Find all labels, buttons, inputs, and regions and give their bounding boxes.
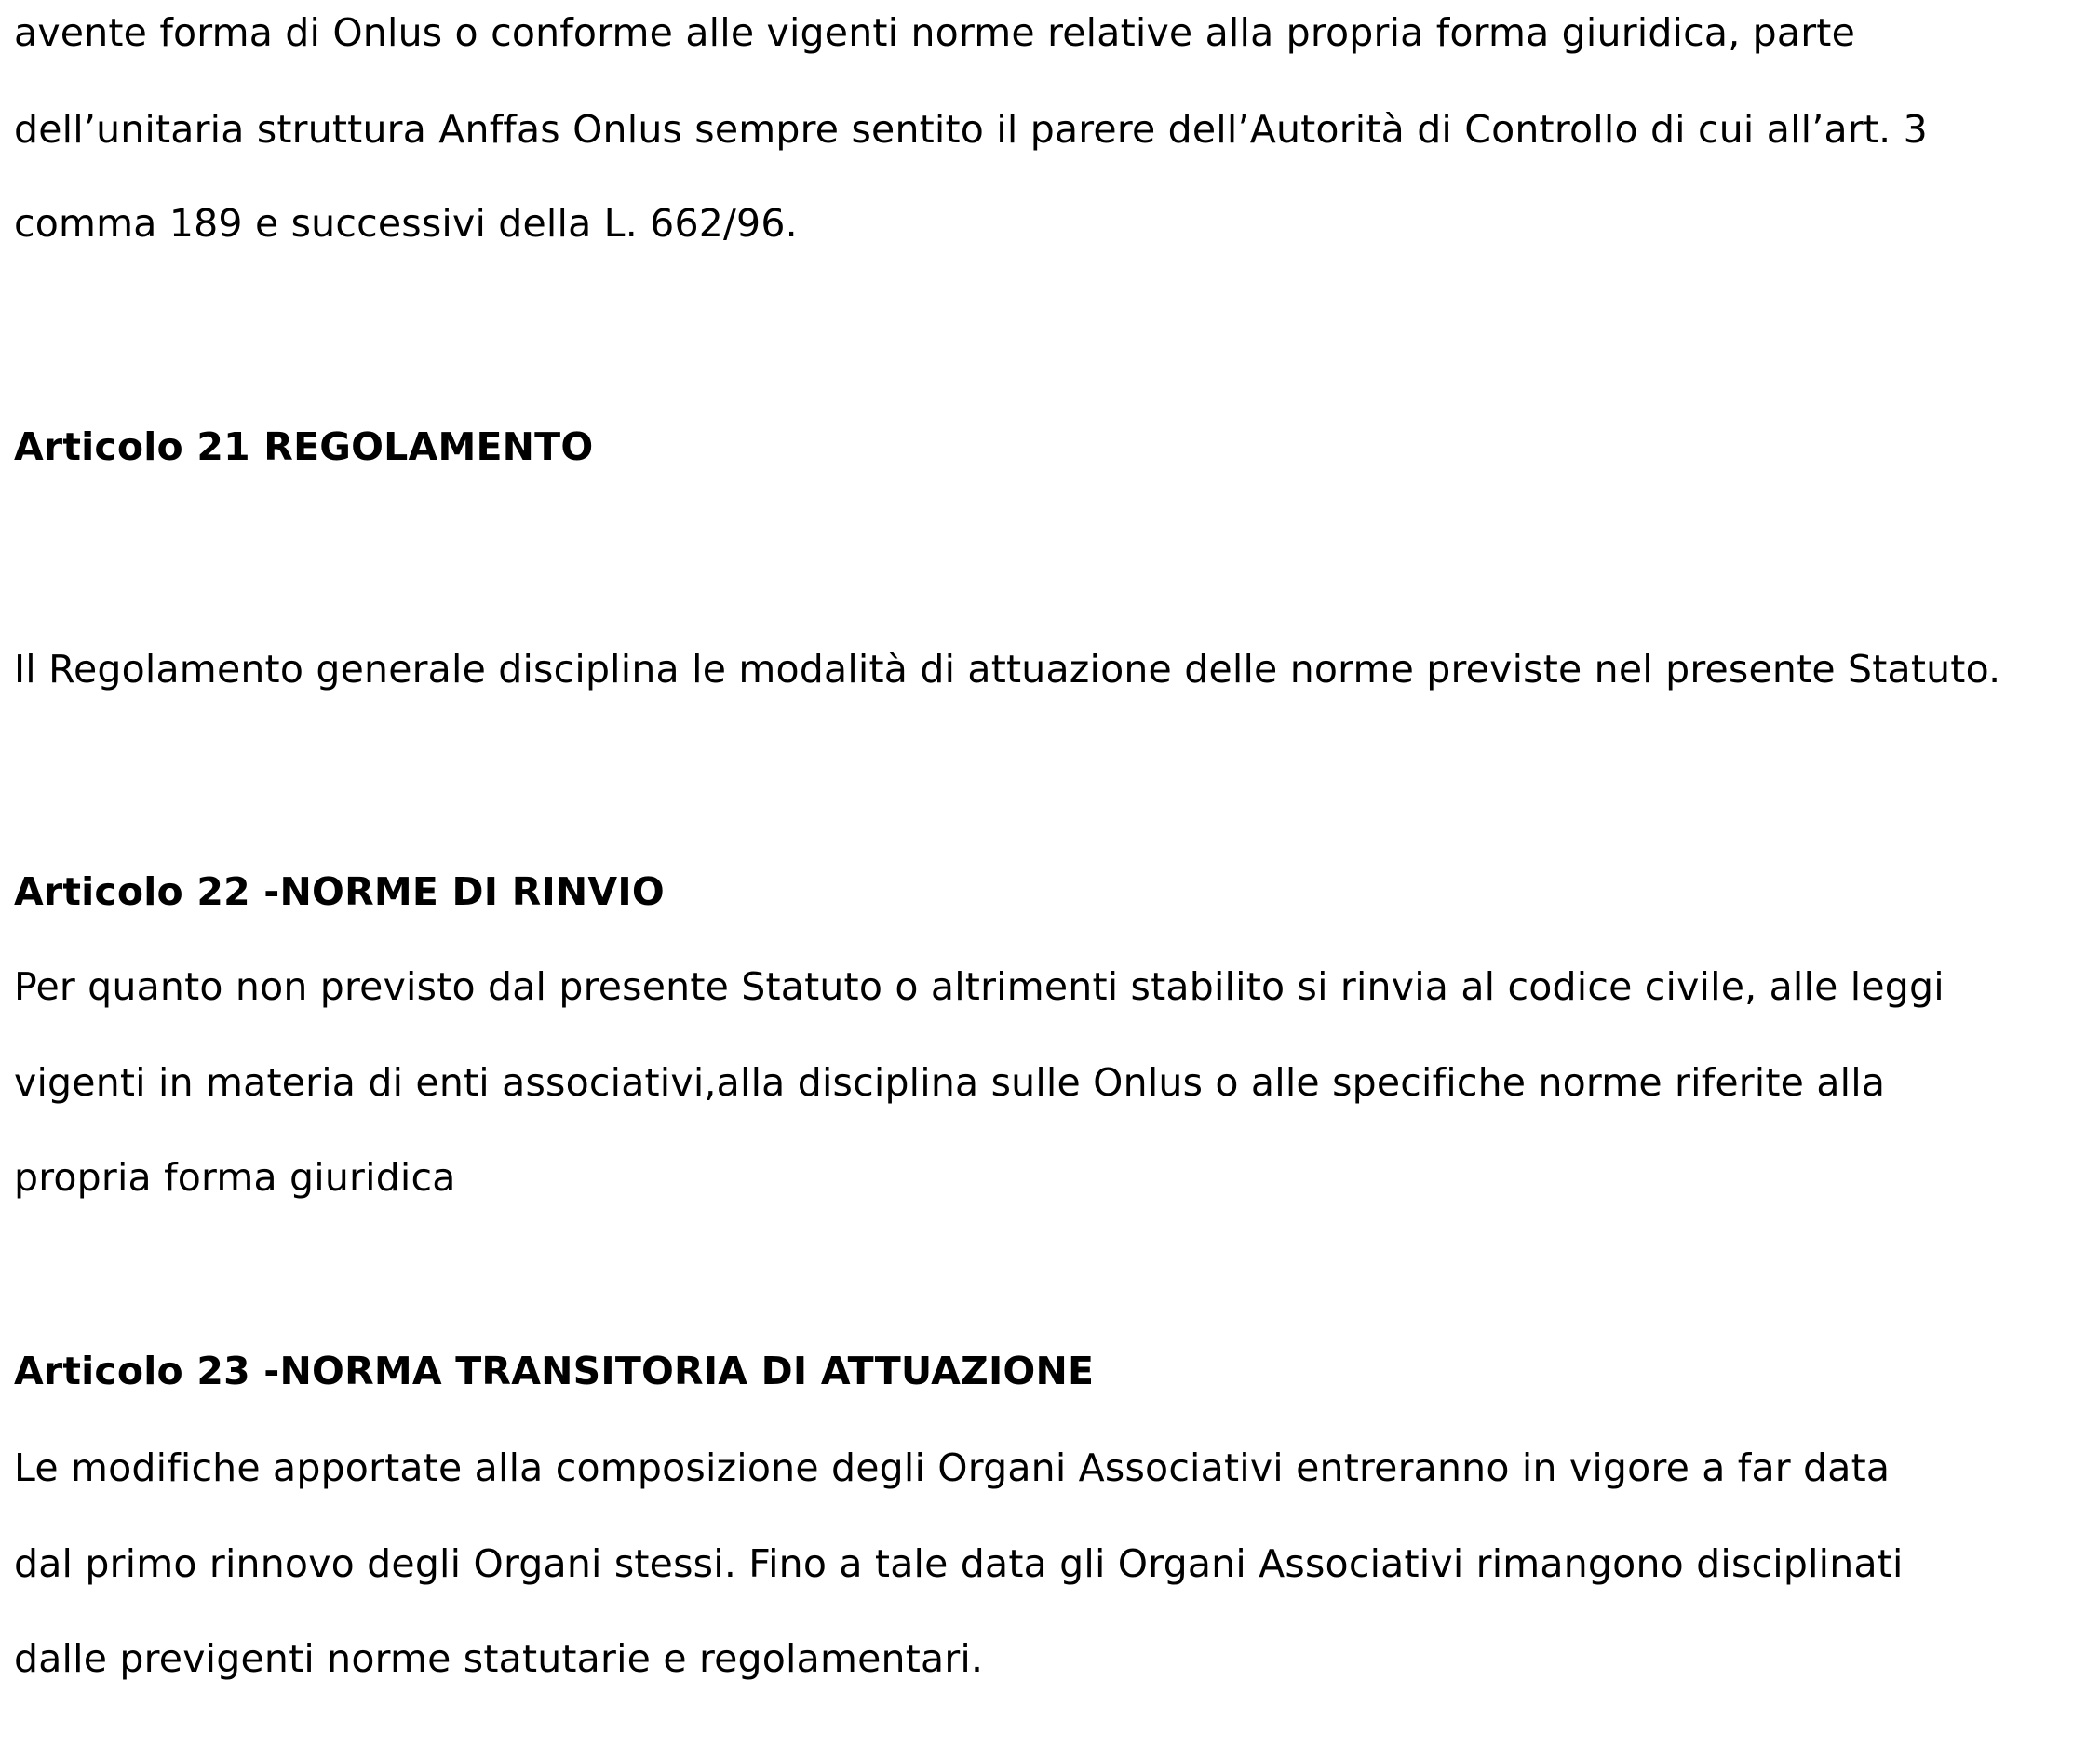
article-22-line-3: propria forma giuridica xyxy=(14,1155,456,1200)
article-22-line-1: Per quanto non previsto dal presente Statuto o altrimenti stabilito si rinvia al codice civile, alle leggi xyxy=(14,964,1945,1009)
article-22-heading: Articolo 22 -NORME DI RINVIO xyxy=(14,869,665,914)
intro-line-2: dell’unitaria struttura Anffas Onlus sempre sentito il parere dell’Autorità di Controllo di cui all’art. 3 xyxy=(14,107,1928,152)
article-21-heading: Articolo 21 REGOLAMENTO xyxy=(14,424,594,469)
article-23-line-1: Le modifiche apportate alla composizione degli Organi Associativi entreranno in vigore a far data xyxy=(14,1445,1891,1490)
article-21-line-1: Il Regolamento generale disciplina le modalità di attuazione delle norme previste nel presente Statuto. xyxy=(14,647,2001,692)
article-23-line-3: dalle previgenti norme statutarie e regolamentari. xyxy=(14,1636,984,1681)
article-23-heading: Articolo 23 -NORMA TRANSITORIA DI ATTUAZIONE xyxy=(14,1349,1095,1393)
intro-line-1: avente forma di Onlus o conforme alle vigenti norme relative alla propria forma giuridica, parte xyxy=(14,10,1855,55)
article-23-line-2: dal primo rinnovo degli Organi stessi. Fino a tale data gli Organi Associativi rimangono disciplinati xyxy=(14,1541,1904,1586)
intro-line-3: comma 189 e successivi della L. 662/96. xyxy=(14,201,798,246)
article-22-line-2: vigenti in materia di enti associativi,alla disciplina sulle Onlus o alle specifiche norme riferite alla xyxy=(14,1060,1886,1105)
